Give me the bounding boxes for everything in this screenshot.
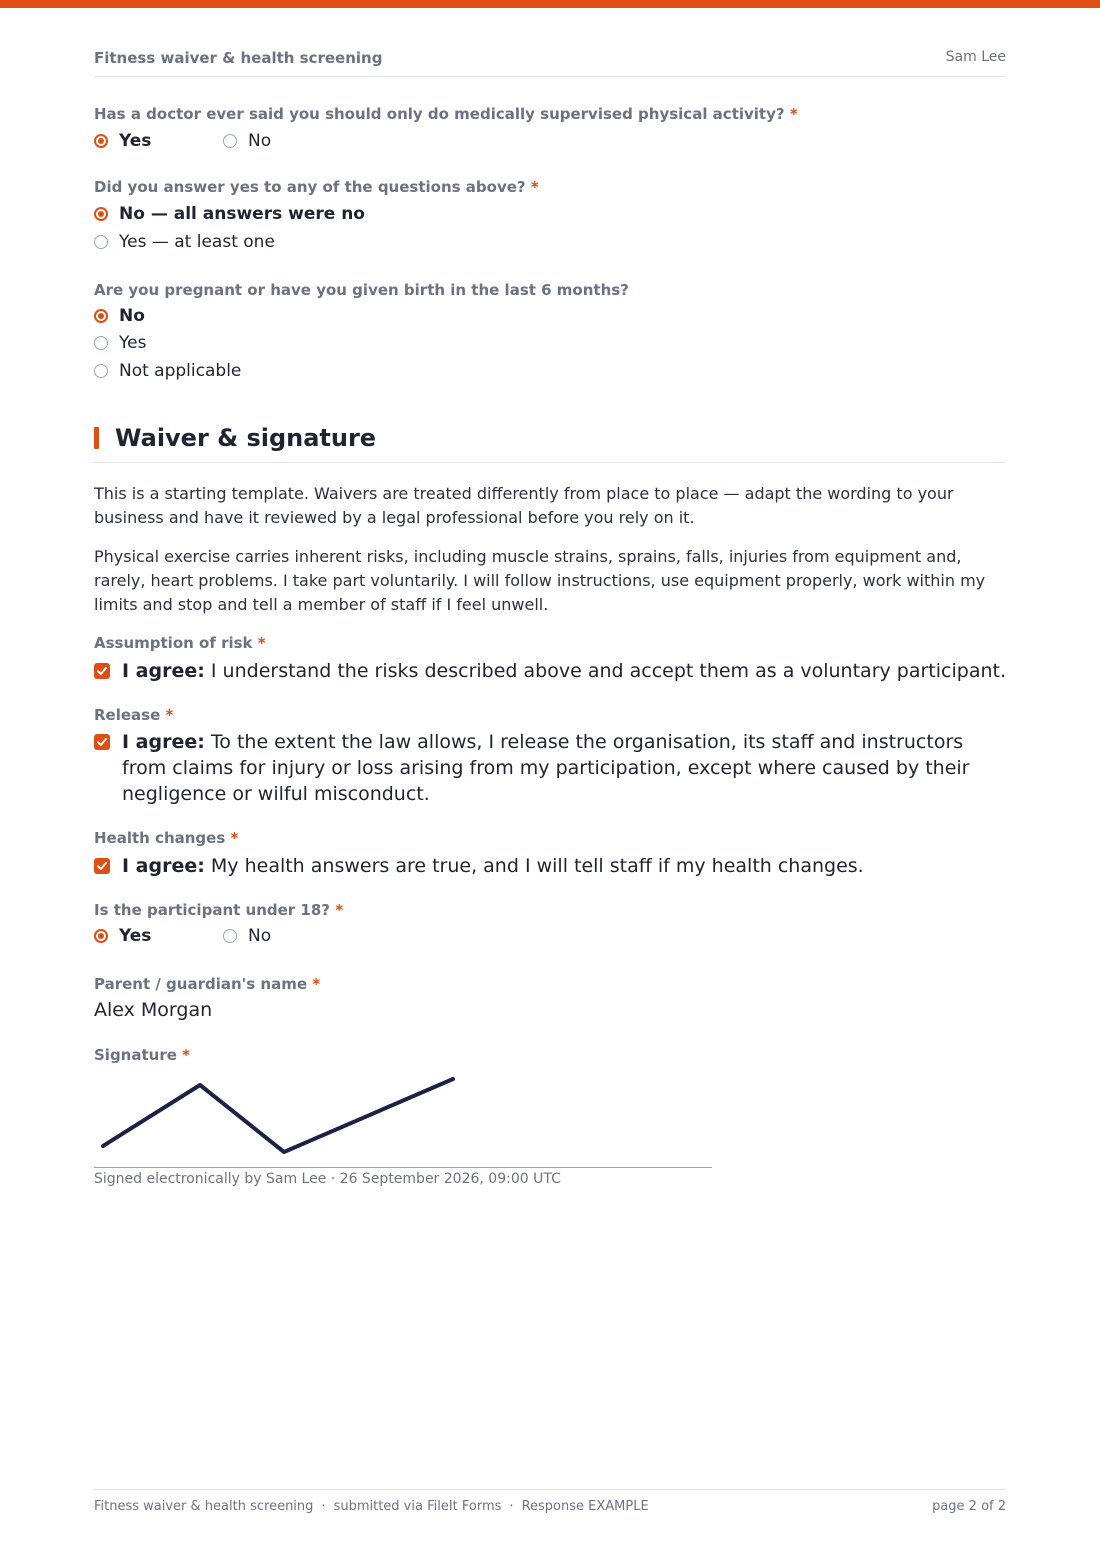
health-changes-checkbox[interactable]	[94, 853, 1006, 879]
template-notice: This is a starting template. Waivers are treated differently from place to place — adapt the wording to your business and have it reviewed by a legal professional before you rely on it.	[94, 484, 954, 527]
radio-empty-icon	[94, 336, 108, 350]
question-text: Are you pregnant or have you given birth in the last 6 months?	[94, 281, 629, 299]
under-18-label	[94, 901, 343, 919]
radio-option[interactable]	[223, 924, 271, 948]
top-accent-bar	[0, 0, 1100, 8]
footer-info	[94, 1499, 649, 1514]
radio-option-label: No	[248, 131, 272, 151]
risk-statement: Physical exercise carries inherent risks, including muscle strains, sprains, falls, injuries from equipment and, rarely, heart problems. I take part voluntarily. I will follow instructions, use equipment properly, work within my limits and stop and tell a member of staff if I feel unwell.	[94, 547, 986, 614]
signature-drawing	[94, 1070, 712, 1166]
page-footer	[94, 1489, 1006, 1520]
radio-option[interactable]	[94, 304, 145, 328]
required-marker: *	[257, 634, 266, 652]
checkbox-checked-icon	[94, 858, 110, 874]
radio-option-label: Yes	[119, 926, 152, 946]
radio-selected-icon	[94, 134, 108, 148]
agree-prefix: I agree:	[122, 660, 205, 682]
radio-option-label: Yes	[119, 333, 147, 353]
section-header	[94, 424, 1006, 463]
guardian-name-value: Alex Morgan	[94, 999, 213, 1021]
checkbox-checked-icon	[94, 663, 110, 679]
radio-option[interactable]	[94, 230, 275, 254]
radio-empty-icon	[223, 929, 237, 943]
radio-empty-icon	[223, 134, 237, 148]
radio-empty-icon	[94, 364, 108, 378]
required-marker: *	[165, 706, 174, 724]
release-checkbox[interactable]	[94, 729, 1006, 807]
required-marker: *	[182, 1046, 190, 1064]
radio-option[interactable]	[94, 331, 146, 355]
radio-option[interactable]	[94, 924, 151, 948]
radio-empty-icon	[94, 235, 108, 249]
footer-form-name: Fitness waiver & health screening	[94, 1499, 314, 1514]
required-marker: *	[530, 178, 539, 196]
radio-option[interactable]	[94, 129, 151, 153]
agreement-label-text: Release	[94, 706, 161, 724]
assumption-of-risk-label	[94, 634, 266, 652]
footer-separator: ·	[509, 1499, 514, 1514]
required-marker: *	[335, 901, 344, 919]
radio-option[interactable]	[94, 359, 241, 383]
question-text: Is the participant under 18?	[94, 901, 330, 919]
required-marker: *	[230, 829, 239, 847]
radio-selected-icon	[94, 207, 108, 221]
radio-option-label: No	[119, 306, 145, 326]
signed-electronically-note: Signed electronically by Sam Lee · 26 September 2026, 09:00 UTC	[94, 1171, 561, 1187]
footer-response-id: Response EXAMPLE	[521, 1499, 649, 1514]
question-answered-yes-label	[94, 178, 539, 196]
health-changes-label	[94, 829, 238, 847]
radio-selected-icon	[94, 929, 108, 943]
radio-selected-icon	[94, 309, 108, 323]
question-text: Has a doctor ever said you should only do medically supervised physical activity?	[94, 105, 785, 123]
required-marker: *	[312, 975, 321, 993]
agreement-label-text: Health changes	[94, 829, 226, 847]
required-marker: *	[789, 105, 798, 123]
page-number: page 2 of 2	[932, 1499, 1006, 1514]
radio-option[interactable]	[94, 202, 365, 226]
radio-option-label: Not applicable	[119, 361, 242, 381]
radio-option[interactable]	[223, 129, 271, 153]
form-title: Fitness waiver & health screening	[94, 49, 383, 67]
agreement-label-text: Assumption of risk	[94, 634, 253, 652]
question-text: Signature	[94, 1046, 177, 1064]
footer-separator: ·	[321, 1499, 326, 1514]
agreement-text: To the extent the law allows, I release the organisation, its staff and instructors from claims for injury or loss arising from my participation, except where caused by their negligence or wilful misconduct.	[122, 731, 970, 805]
signature-field[interactable]	[94, 1070, 712, 1168]
radio-option-label: Yes — at least one	[119, 232, 275, 252]
radio-option-label: Yes	[119, 131, 152, 151]
respondent-name: Sam Lee	[945, 49, 1006, 65]
agreement-text: My health answers are true, and I will tell staff if my health changes.	[210, 855, 864, 877]
question-text: Did you answer yes to any of the questions above?	[94, 178, 526, 196]
section-title: Waiver & signature	[115, 424, 377, 452]
assumption-of-risk-checkbox[interactable]	[94, 658, 1006, 684]
signature-label	[94, 1046, 190, 1064]
radio-option-label: No — all answers were no	[119, 204, 365, 224]
question-pregnant-label	[94, 281, 629, 299]
agreement-text: I understand the risks described above and accept them as a voluntary participant.	[210, 660, 1006, 682]
agree-prefix: I agree:	[122, 855, 205, 877]
agree-prefix: I agree:	[122, 731, 205, 753]
release-label	[94, 706, 173, 724]
radio-option-label: No	[248, 926, 272, 946]
section-accent-bar	[94, 427, 99, 449]
guardian-name-label	[94, 975, 320, 993]
footer-submitted-via: submitted via FileIt Forms	[333, 1499, 502, 1514]
checkbox-checked-icon	[94, 734, 110, 750]
page-header	[94, 49, 1006, 77]
question-text: Parent / guardian's name	[94, 975, 308, 993]
question-supervised-activity-label	[94, 105, 798, 123]
